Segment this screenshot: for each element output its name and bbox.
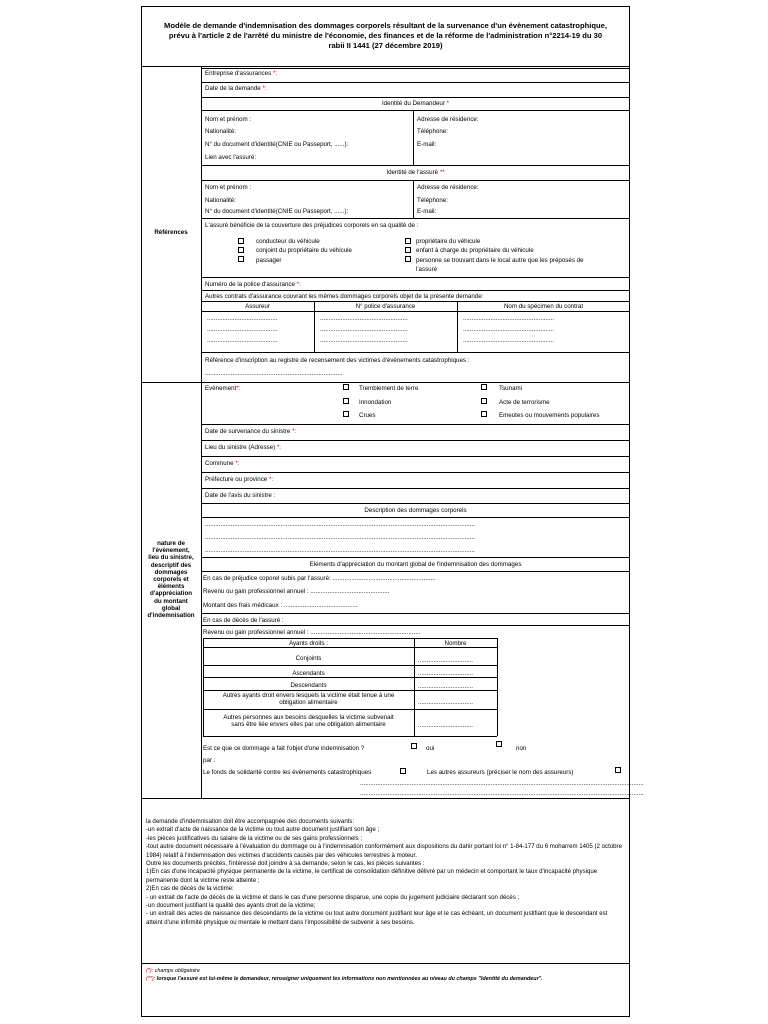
qualite-intro: L'assuré bénéficie de la couverture des préjudices corporels en sa qualité de :: [205, 222, 419, 229]
col-police: N° police d'assurance: [355, 303, 416, 310]
checkbox-emeutes[interactable]: [481, 411, 487, 417]
assure-adresse[interactable]: Adresse de résidence:: [417, 184, 479, 191]
deces-label: En cas de décès de l'assuré :: [203, 617, 284, 624]
col-specimen: Nom du spécimen du contrat: [503, 303, 584, 310]
demandeur-doc-identite[interactable]: N° du document d'identité(CNIE ou Passeport, ......):: [205, 141, 349, 148]
required-documents-notes: la demande d'indemnisation doit être accompagnée des documents suivants: -un extrait d'acte de naissance de la victime ou tout autre document justifiant son âge ; -les pièces justificatives du salaire de la victime ou de ses gains professionnels ; -tout autre document nécessaire à l'évaluation du dommage ou à l'indemnisation conformément aux dispositions du dahir portant loi n° 1-84-177 du 6 moharrem 1405 (2 octobre 1984) relatif à l'indemnisation des victimes d'accidents causés par des véhicules terrestres à moteur. Outre les documents précités, l'intéressé doit joindre à sa demande, selon le cas, les pièces suivantes : 1)En cas d'une incapacité physique permanente de la victime, le certificat de consolidation définitive délivré par un médecin et comportant le taux d'incapacité physique permanente dont la victime reste atteinte ; 2)En cas de décès de la victime: - un extrait de l'acte de décès de la victime et dans le cas d'une personne disparue, une copie du jugement judiciaire déclarant son décès ; -un document justifiant la qualité des ayants droit de la victime; - un extrait des actes de naissance des descendants de la victime ou tout autre document justifiant leur âge et le cas échéant, un document justifiant que le descendant est atteint d'une infirmité physique ou mentale le mettant dans l'impossibilité de subvenir à ses besoins.: [146, 818, 622, 926]
date-demande-field[interactable]: Date de la demande *:: [205, 85, 267, 92]
nombre-conjoints[interactable]: ................................: [418, 657, 474, 664]
revenu2-field[interactable]: Revenu ou gain professionnel annuel : ................................................................: [203, 629, 421, 636]
demandeur-nationalite[interactable]: Nationalité:: [205, 128, 236, 135]
notes-divider: [141, 798, 630, 799]
table-cell[interactable]: .....................................................: [463, 315, 555, 322]
autres-assureurs-label: Les autres assureurs (préciser le nom des assureurs): [427, 769, 574, 776]
checkbox-enfant[interactable]: [405, 247, 411, 253]
indemnisation-question: Est ce que ce dommage a fait l'objet d'une indemnisation ?: [203, 745, 365, 752]
checkbox-terrorisme[interactable]: [481, 398, 487, 404]
identite-demandeur-header: Identité du Demandeur *: [381, 100, 450, 107]
event-innondation: Innondation: [359, 399, 392, 406]
nombre-descendants[interactable]: ................................: [418, 683, 474, 690]
qualite-conducteur: conducteur du véhicule: [256, 238, 320, 245]
table-cell[interactable]: ...................................................: [320, 337, 408, 344]
event-emeutes: Emeutes ou mouvements populaires: [499, 412, 600, 419]
nombre-autres-obligation[interactable]: ................................: [418, 699, 474, 706]
title-divider: [141, 66, 630, 67]
oui-label: oui: [426, 745, 435, 752]
prejudice-field[interactable]: En cas de préjudice coporel subis par l'assuré: ............................................................: [203, 575, 436, 582]
entreprise-field[interactable]: Entreprise d'assurances *:: [205, 70, 278, 77]
description-header: Description des dommages corporels: [364, 507, 467, 514]
ayant-descendants: Descendants: [290, 682, 327, 689]
demandeur-telephone[interactable]: Téléphone:: [417, 128, 448, 135]
demandeur-nom[interactable]: Nom et prénom :: [205, 116, 252, 123]
assure-doc-identite[interactable]: N° du document d'identité(CNIE ou Passeport, ......):: [205, 208, 349, 215]
table-cell[interactable]: .........................................: [207, 315, 278, 322]
section-references-label: Références: [154, 229, 188, 236]
footnote-assure: (**): lorsque l'assuré est lui-même le demandeur, renseigner uniquement les informations non mentionnées au niveau du champs "Identité du demandeur".: [146, 976, 543, 982]
checkbox-non[interactable]: [496, 741, 502, 747]
checkbox-tsunami[interactable]: [481, 384, 487, 390]
ref-inscription-field[interactable]: ................................................................................: [205, 370, 343, 377]
demandeur-email[interactable]: E-mail:: [417, 141, 437, 148]
identite-assure-header: Identité de l'assuré **: [386, 169, 445, 176]
event-tremblement: Tremblement de terre: [359, 385, 419, 392]
checkbox-innondation[interactable]: [343, 398, 349, 404]
checkbox-tremblement[interactable]: [343, 384, 349, 390]
table-cell[interactable]: .....................................................: [463, 337, 555, 344]
event-terrorisme: Acte de terrorisme: [499, 399, 550, 406]
col-ayants-droits: Ayants droits :: [288, 640, 329, 647]
ayant-ascendants: Ascendants: [292, 670, 325, 677]
prefecture-field[interactable]: Préfecture ou province *:: [205, 476, 274, 483]
frais-medicaux-field[interactable]: Montant des frais médicaux : ...........................................: [203, 602, 358, 609]
par-label: par :: [203, 757, 216, 764]
ref-inscription-label: Référence d'inscription au registre de recensement des victimes d'évènements catastrophiques :: [205, 357, 470, 364]
qualite-proprietaire: propriétaire du véhicule: [416, 238, 481, 245]
assureurs-line[interactable]: .....................................................................................................................................................................: [360, 790, 644, 797]
lieu-field[interactable]: Lieu du sinistre (Adresse) *:: [205, 444, 282, 451]
ayant-conjoints: Conjoints: [295, 655, 322, 662]
checkbox-personne-local[interactable]: [405, 256, 411, 262]
event-tsunami: Tsunami: [499, 385, 523, 392]
checkbox-proprietaire[interactable]: [405, 238, 411, 244]
footnote-required: (*): champs obligatoire: [146, 968, 200, 974]
assure-nom[interactable]: Nom et prénom :: [205, 184, 252, 191]
assure-telephone[interactable]: Téléphone:: [417, 197, 448, 204]
non-label: non: [516, 745, 527, 752]
form-title: Modèle de demande d'indemnisation des dommages corporels résultant de la survenance d'un évènement catastrophique, prévu à l'article 2 de l'arrêté du ministre de l'économie, des finances et de la réforme de l'administration n°2214-19 du 30 rabii II 1441 (27 décembre 2019): [164, 21, 607, 50]
table-cell[interactable]: .........................................: [207, 337, 278, 344]
section-nature-label: nature de l'évènement, lieu du sinistre, descriptif des dommages corporels et éléments d'appréciation du montant global d'indemnisation: [147, 540, 195, 620]
checkbox-conjoint[interactable]: [238, 247, 244, 253]
revenu-field[interactable]: Revenu ou gain professionnel annuel : ..............................................: [203, 588, 390, 595]
nombre-autres-personnes[interactable]: ................................: [418, 722, 474, 729]
table-cell[interactable]: .....................................................: [463, 326, 555, 333]
col-assureur: Assureur: [245, 303, 270, 310]
elements-header: Eléments d'appréciation du montant global de l'indemnisation des dommages: [309, 561, 522, 568]
demandeur-lien-assure[interactable]: Lien avec l'assuré:: [205, 154, 257, 161]
footnotes: [146, 967, 543, 983]
description-line[interactable]: .............................................................................................................................................................: [205, 547, 475, 554]
demandeur-adresse[interactable]: Adresse de résidence:: [417, 116, 479, 123]
qualite-personne-local: personne se trouvant dans le local autre que les préposés de: [416, 257, 584, 264]
checkbox-conducteur[interactable]: [238, 238, 244, 244]
col-nombre: Nombre: [444, 640, 467, 647]
qualite-conjoint: conjoint du propriétaire du véhicule: [256, 247, 352, 254]
footnote-divider: [141, 963, 630, 964]
assure-email[interactable]: E-mail:: [417, 208, 437, 215]
checkbox-passager[interactable]: [238, 256, 244, 262]
date-survenance-field[interactable]: Date de survenance du sinistre *:: [205, 428, 297, 435]
assure-nationalite[interactable]: Nationalité:: [205, 197, 236, 204]
event-crues: Crues: [359, 412, 376, 419]
fonds-label: Le fonds de solidarité contre les évènements catastrophiques: [203, 769, 372, 776]
commune-field[interactable]: Commune *:: [205, 460, 240, 467]
assureurs-line[interactable]: .....................................................................................................................................................................: [360, 780, 644, 787]
nombre-ascendants[interactable]: ................................: [418, 670, 474, 677]
description-line[interactable]: .............................................................................................................................................................: [205, 534, 475, 541]
table-cell[interactable]: ...................................................: [320, 326, 408, 333]
autres-contrats-label: Autres contrats d'assurance couvrant les mêmes dommages corporels objet de la présente demande:: [205, 293, 484, 300]
qualite-enfant: enfant à charge du propriétaire du véhicule: [416, 247, 534, 254]
checkbox-crues[interactable]: [343, 411, 349, 417]
numero-police-field[interactable]: Numéro de la police d'assurance *:: [205, 281, 301, 288]
ayant-autres-personnes: Autres personnes aux besoins desquelles la victime subvenait sans être liée envers elles par une obligation alimentaire: [223, 714, 394, 728]
table-cell[interactable]: .........................................: [207, 326, 278, 333]
qualite-passager: passager: [256, 257, 282, 264]
qualite-personne-local-2: l'assuré: [416, 266, 438, 273]
table-cell[interactable]: ...................................................: [320, 315, 408, 322]
description-line[interactable]: .............................................................................................................................................................: [205, 521, 475, 528]
ayant-autres-obligation: Autres ayants droit envers lesquels la victime était tenue à une obligation alimentaire: [222, 692, 395, 706]
section-divider: [141, 382, 630, 383]
checkbox-autres-assureurs[interactable]: [615, 767, 621, 773]
date-avis-field[interactable]: Date de l'avis du sinistre :: [205, 492, 276, 499]
evenement-label: Evènement*:: [205, 385, 241, 392]
checkbox-fonds[interactable]: [400, 768, 406, 774]
checkbox-oui[interactable]: [411, 743, 417, 749]
